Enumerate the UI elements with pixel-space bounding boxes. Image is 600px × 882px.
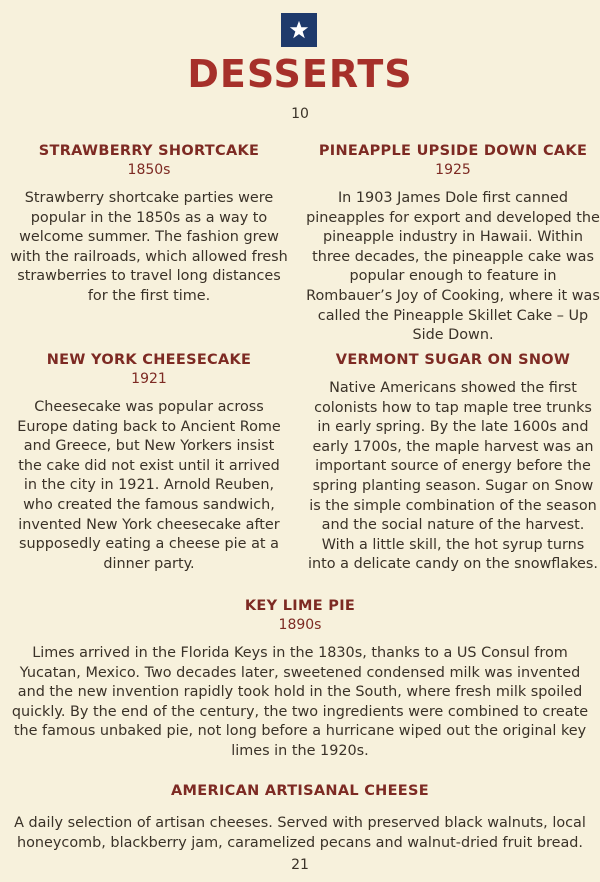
page-number-bottom: 21 (291, 857, 309, 873)
section-body: Limes arrived in the Florida Keys in the 1830s, thanks to a US Consul from Yucatan, Mexico. Two decades later, sweetened condensed milk was invented and the new invention rapidly took hold in the South, where fresh milk spoiled quickly. By the end of the century, the two ingredients were combined to create the famous unbaked pie, not long before a hurricane wiped out the original key limes in the 1920s. (11, 645, 589, 759)
section-body: In 1903 James Dole first canned pineapples for export and developed the pineapple industry in Hawaii. Within three decades, the pineapple cake was popular enough to feature in Rombauer’s Joy of Cooking, where it was called the Pineapple Skillet Cake – Up Side Down. (306, 190, 600, 344)
section-body: Strawberry shortcake parties were popular in the 1850s as a way to welcome summer. The fashion grew with the railroads, which allowed fresh strawberries to travel long distances for the first time. (10, 190, 288, 304)
section-heading: PINEAPPLE UPSIDE DOWN CAKE (318, 143, 588, 159)
section-year: 1850s (127, 162, 171, 178)
section-vermont-sugar-on-snow (306, 351, 600, 575)
section-heading: STRAWBERRY SHORTCAKE (38, 143, 260, 159)
section-new-york-cheesecake (10, 351, 288, 574)
section-heading: AMERICAN ARTISANAL CHEESE (171, 783, 429, 799)
section-strawberry-shortcake (10, 142, 288, 307)
section-heading: KEY LIME PIE (244, 598, 356, 614)
star-flag-icon (281, 13, 317, 47)
section-key-lime-pie (0, 597, 600, 762)
section-body: A daily selection of artisan cheeses. Served with preserved black walnuts, local honeycomb, blackberry jam, caramelized pecans and walnut-dried fruit bread. (14, 815, 586, 851)
section-year: 1921 (131, 371, 167, 387)
section-body: Native Americans showed the first colonists how to tap maple tree trunks in early spring. By the late 1600s and early 1700s, the maple harvest was an important source of energy before the spring planting season. Sugar on Snow is the simple combination of the season and the social nature of the harvest. With a little skill, the hot syrup turns into a delicate candy on the snowflakes. (308, 380, 598, 573)
section-year: 1890s (278, 617, 322, 633)
section-year: 1925 (435, 162, 471, 178)
section-body: Cheesecake was popular across Europe dating back to Ancient Rome and Greece, but New Yorkers insist the cake did not exist until it arrived in the city in 1921. Arnold Reuben, who created the famous sandwich, invented New York cheesecake after supposedly eating a cheese pie at a dinner party. (17, 399, 281, 572)
section-pineapple-upside-down-cake (306, 142, 600, 346)
section-heading: NEW YORK CHEESECAKE (46, 352, 252, 368)
page-number-top: 10 (291, 106, 309, 122)
star-icon (288, 19, 310, 41)
section-american-artisanal-cheese (0, 782, 600, 853)
page-title: DESSERTS (187, 52, 413, 96)
section-heading: VERMONT SUGAR ON SNOW (335, 352, 571, 368)
